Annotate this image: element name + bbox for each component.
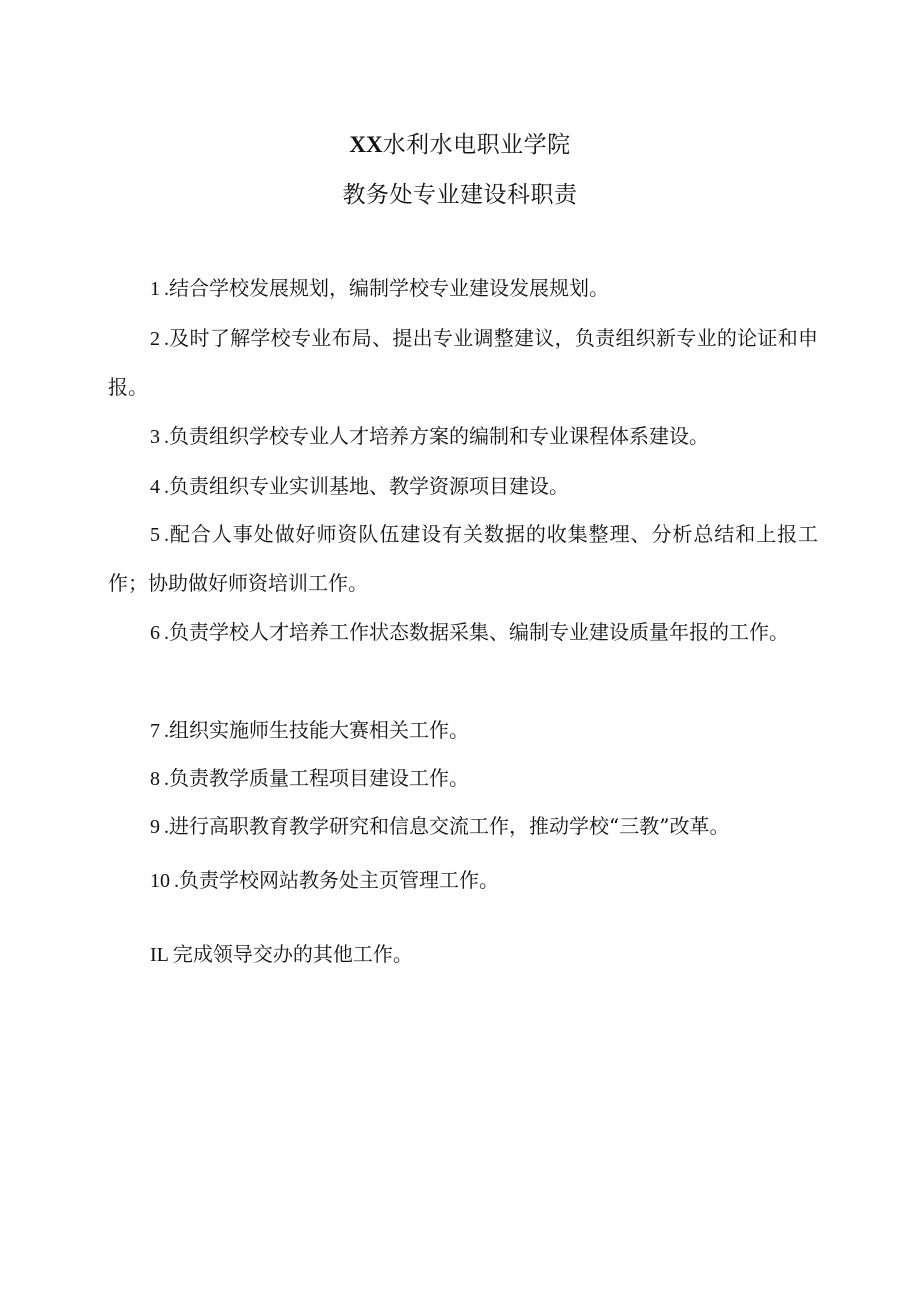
item-text: 负责学校人才培养工作状态数据采集、编制专业建设质量年报的工作。 (169, 620, 789, 644)
item-number: IL (150, 944, 169, 966)
duty-item-4: 4 .负责组织专业实训基地、教学资源项目建设。 (150, 474, 569, 498)
duty-item-3: 3 .负责组织学校专业人才培养方案的编制和专业课程体系建设。 (150, 424, 709, 448)
duty-item-1: 1 .结合学校发展规划，编制学校专业建设发展规划。 (150, 276, 609, 300)
item-number: 3 (150, 426, 160, 448)
item-number: 8 (150, 768, 160, 790)
duty-item-2: 2 .及时了解学校专业布局、提出专业调整建议，负责组织新专业的论证和申报。 (108, 326, 818, 399)
duty-item-9: 9 .进行高职教育教学研究和信息交流工作，推动学校“三教”改革。 (150, 814, 730, 838)
item-text: 负责学校网站教务处主页管理工作。 (179, 868, 499, 892)
item-text: 进行高职教育教学研究和信息交流工作，推动学校“三教”改革。 (169, 814, 730, 838)
duty-item-11 (108, 930, 818, 979)
item-number: 7 (150, 720, 160, 742)
item-text: 负责教学质量工程项目建设工作。 (169, 766, 469, 790)
duty-item-6: 6 .负责学校人才培养工作状态数据采集、编制专业建设质量年报的工作。 (150, 620, 789, 644)
item-number: 1 (150, 278, 160, 300)
item-text: 结合学校发展规划，编制学校专业建设发展规划。 (169, 276, 609, 300)
item-text: 组织实施师生技能大赛相关工作。 (169, 718, 469, 742)
title-prefix: XX (349, 132, 383, 157)
item-text: 完成领导交办的其他工作。 (172, 942, 413, 966)
item-number: 6 (150, 622, 160, 644)
item-number: 10 (150, 870, 170, 892)
item-text: 及时了解学校专业布局、提出专业调整建议，负责组织新专业的论证和申报。 (108, 326, 818, 399)
document-title (0, 130, 920, 160)
document-subtitle: 教务处专业建设科职责 (342, 182, 578, 208)
item-text: 配合人事处做好师资队伍建设有关数据的收集整理、分析总结和上报工作；协助做好师资培训工作。 (108, 522, 818, 595)
duty-item-7: 7 .组织实施师生技能大赛相关工作。 (150, 718, 469, 742)
duty-item-8: 8 .负责教学质量工程项目建设工作。 (150, 766, 469, 790)
item-number: 9 (150, 816, 160, 838)
duty-item-10: 10 .负责学校网站教务处主页管理工作。 (150, 868, 499, 892)
item-number: 4 (150, 476, 160, 498)
item-text: 负责组织学校专业人才培养方案的编制和专业课程体系建设。 (169, 424, 709, 448)
item-text: 负责组织专业实训基地、教学资源项目建设。 (169, 474, 569, 498)
title-institution: 水利水电职业学院 (382, 132, 571, 158)
item-number: 5 (150, 524, 160, 546)
item-number: 2 (150, 328, 160, 350)
duty-item-5: 5 .配合人事处做好师资队伍建设有关数据的收集整理、分析总结和上报工作；协助做好师资培训工作。 (108, 522, 818, 595)
